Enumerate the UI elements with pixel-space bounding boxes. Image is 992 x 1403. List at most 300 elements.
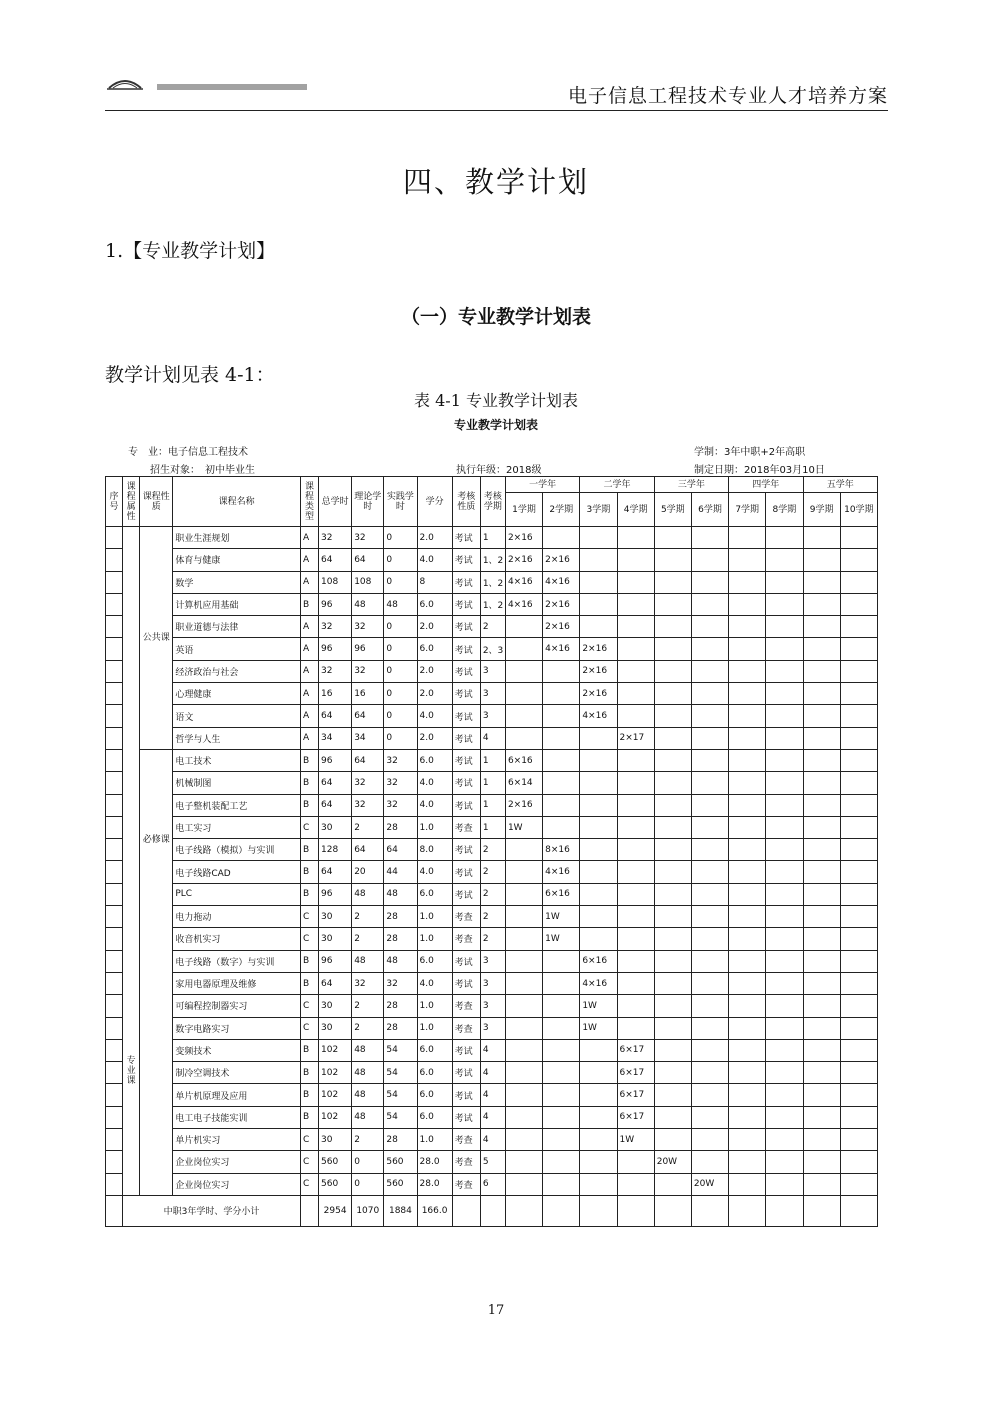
- cell-seq: [106, 950, 123, 972]
- cell-term-hours: [840, 816, 877, 838]
- cell-practice: 0: [384, 549, 417, 571]
- cell-type: A: [300, 705, 318, 727]
- cell-term-hours: [543, 995, 580, 1017]
- cell-term-hours: [691, 928, 728, 950]
- cell-term-hours: 6×17: [617, 1106, 654, 1128]
- teaching-plan-table: [105, 476, 878, 1227]
- cell-term-hours: [580, 727, 617, 749]
- cell-empty: [803, 1195, 840, 1226]
- cell-practice: 32: [384, 749, 417, 771]
- cell-term-hours: 4×16: [543, 861, 580, 883]
- cell-term: 1: [480, 816, 505, 838]
- col-attr: 课程属性: [123, 477, 140, 527]
- cell-type: A: [300, 549, 318, 571]
- cell-term-hours: 2×16: [543, 549, 580, 571]
- cell-term-hours: [803, 816, 840, 838]
- cell-theory: 108: [352, 571, 384, 593]
- cell-type: B: [300, 1106, 318, 1128]
- cell-term-hours: [654, 1084, 691, 1106]
- cell-term-hours: [766, 972, 803, 994]
- cell-term-hours: [543, 749, 580, 771]
- cell-course-name: 电子整机装配工艺: [173, 794, 301, 816]
- cell-term-hours: [729, 1151, 766, 1173]
- cell-term-hours: [691, 1129, 728, 1151]
- cell-term-hours: [766, 794, 803, 816]
- cell-term-hours: [691, 705, 728, 727]
- meta-date: 制定日期：2018年03月10日: [694, 465, 825, 476]
- cell-term-hours: [543, 972, 580, 994]
- cell-credit: 28.0: [417, 1151, 452, 1173]
- cell-theory: 64: [352, 705, 384, 727]
- cell-term-hours: [505, 950, 542, 972]
- table-row: [106, 683, 878, 705]
- cell-term-hours: [543, 1084, 580, 1106]
- cell-type: B: [300, 1039, 318, 1061]
- cell-practice: 28: [384, 906, 417, 928]
- cell-term-hours: [580, 928, 617, 950]
- cell-term-hours: [617, 906, 654, 928]
- cell-exam: 考试: [452, 683, 480, 705]
- cell-term-hours: [654, 571, 691, 593]
- cell-theory: 48: [352, 593, 384, 615]
- col-term: 1学期: [505, 493, 542, 527]
- cell-term: 2: [480, 861, 505, 883]
- cell-term-hours: [691, 593, 728, 615]
- cell-credit: 1.0: [417, 906, 452, 928]
- cell-term-hours: [505, 928, 542, 950]
- cell-course-name: 计算机应用基础: [173, 593, 301, 615]
- col-term: 10学期: [840, 493, 877, 527]
- cell-type: B: [300, 1084, 318, 1106]
- cell-term-hours: [505, 727, 542, 749]
- cell-term-hours: [840, 794, 877, 816]
- cell-term-hours: [580, 906, 617, 928]
- cell-seq: [106, 1106, 123, 1128]
- cell-type: B: [300, 972, 318, 994]
- cell-term-hours: [654, 950, 691, 972]
- section-heading: 1.【专业教学计划】: [105, 240, 276, 262]
- cell-course-name: 电工实习: [173, 816, 301, 838]
- cell-term-hours: [543, 683, 580, 705]
- cell-empty: [543, 1195, 580, 1226]
- doc-title: 电子信息工程技术专业人才培养方案: [567, 85, 888, 107]
- col-theory: 理论学时: [352, 477, 384, 527]
- group-nature-gonggong: 公共课: [140, 527, 173, 750]
- cell-term-hours: [617, 1151, 654, 1173]
- cell-credit: 2.0: [417, 660, 452, 682]
- cell-term-hours: 2×16: [580, 638, 617, 660]
- cell-term-hours: [803, 1017, 840, 1039]
- cell-term-hours: [729, 839, 766, 861]
- cell-term-hours: [617, 1017, 654, 1039]
- cell-theory: 2: [352, 1017, 384, 1039]
- cell-term-hours: [729, 995, 766, 1017]
- cell-credit: 2.0: [417, 616, 452, 638]
- cell-term-hours: [840, 928, 877, 950]
- cell-term-hours: [654, 995, 691, 1017]
- cell-term-hours: [505, 705, 542, 727]
- cell-type: C: [300, 1017, 318, 1039]
- cell-practice: 560: [384, 1151, 417, 1173]
- cell-term-hours: [803, 794, 840, 816]
- cell-exam: 考试: [452, 1084, 480, 1106]
- cell-term-hours: [691, 772, 728, 794]
- cell-term-hours: [840, 1173, 877, 1195]
- cell-term-hours: [691, 1017, 728, 1039]
- cell-term-hours: [580, 861, 617, 883]
- cell-exam: 考试: [452, 593, 480, 615]
- cell-term: 1: [480, 772, 505, 794]
- cell-total: 102: [319, 1106, 352, 1128]
- cell-term-hours: [766, 660, 803, 682]
- cell-term: 3: [480, 683, 505, 705]
- cell-term: 4: [480, 1062, 505, 1084]
- cell-term-hours: [766, 816, 803, 838]
- cell-theory: 64: [352, 839, 384, 861]
- cell-total: 30: [319, 1017, 352, 1039]
- col-seq: 序号: [106, 477, 123, 527]
- cell-term-hours: [580, 1084, 617, 1106]
- cell-term-hours: [617, 683, 654, 705]
- cell-term-hours: [543, 1151, 580, 1173]
- cell-term-hours: [617, 928, 654, 950]
- cell-seq: [106, 906, 123, 928]
- cell-credit: 4.0: [417, 972, 452, 994]
- cell-term-hours: [803, 1106, 840, 1128]
- cell-term-hours: [766, 928, 803, 950]
- meta-system: 学制：3年中职+2年高职: [694, 447, 806, 458]
- cell-theory: 16: [352, 683, 384, 705]
- cell-seq: [106, 1017, 123, 1039]
- cell-course-name: 企业岗位实习: [173, 1173, 301, 1195]
- cell-term-hours: 4×16: [543, 638, 580, 660]
- cell-exam: 考查: [452, 1129, 480, 1151]
- cell-term-hours: [766, 1084, 803, 1106]
- cell-type: B: [300, 950, 318, 972]
- cell-term-hours: [729, 527, 766, 549]
- col-term: 9学期: [803, 493, 840, 527]
- cell-term-hours: [766, 1062, 803, 1084]
- cell-exam: 考试: [452, 660, 480, 682]
- cell-term-hours: [654, 861, 691, 883]
- cell-term-hours: [766, 995, 803, 1017]
- meta-major: 专 业：电子信息工程技术: [128, 447, 248, 458]
- cell-term: 1: [480, 749, 505, 771]
- cell-term-hours: [729, 683, 766, 705]
- cell-term-hours: 6×16: [505, 749, 542, 771]
- page-title: 四、教学计划: [402, 165, 589, 199]
- cell-term-hours: [803, 1039, 840, 1061]
- table-row: [106, 571, 878, 593]
- cell-term-hours: [580, 616, 617, 638]
- cell-term-hours: [840, 749, 877, 771]
- cell-term-hours: [505, 1039, 542, 1061]
- table-row: [106, 995, 878, 1017]
- cell-theory: 2: [352, 906, 384, 928]
- cell-term-hours: [729, 1039, 766, 1061]
- cell-term-hours: [840, 549, 877, 571]
- cell-term-hours: [580, 1039, 617, 1061]
- cell-exam: 考查: [452, 906, 480, 928]
- cell-term-hours: [840, 1017, 877, 1039]
- cell-practice: 54: [384, 1039, 417, 1061]
- cell-term-hours: [505, 839, 542, 861]
- cell-term-hours: [840, 527, 877, 549]
- cell-term-hours: 4×16: [580, 972, 617, 994]
- cell-practice: 28: [384, 816, 417, 838]
- cell-course-name: 单片机原理及应用: [173, 1084, 301, 1106]
- table-row: [106, 1129, 878, 1151]
- cell-type: A: [300, 616, 318, 638]
- cell-term-hours: [691, 839, 728, 861]
- cell-empty: [505, 1195, 542, 1226]
- cell-type: B: [300, 883, 318, 905]
- cell-term-hours: [580, 1173, 617, 1195]
- cell-theory: 32: [352, 616, 384, 638]
- cell-seq: [106, 527, 123, 549]
- cell-term-hours: [580, 1151, 617, 1173]
- cell-seq: [106, 549, 123, 571]
- cell-term-hours: [654, 616, 691, 638]
- table-row: [106, 816, 878, 838]
- table-row: [106, 906, 878, 928]
- table-row: [106, 1039, 878, 1061]
- cell-practice: 28: [384, 1129, 417, 1151]
- cell-term-hours: [543, 950, 580, 972]
- cell-credit: 6.0: [417, 638, 452, 660]
- cell-term-hours: [766, 593, 803, 615]
- cell-term-hours: 4×16: [505, 593, 542, 615]
- cell-term-hours: [654, 928, 691, 950]
- cell-credit: 2.0: [417, 727, 452, 749]
- cell-term-hours: 1W: [580, 1017, 617, 1039]
- cell-term-hours: [543, 1062, 580, 1084]
- cell-exam: 考试: [452, 527, 480, 549]
- cell-term-hours: [505, 883, 542, 905]
- col-nature: 课程性质: [140, 477, 173, 527]
- cell-type: B: [300, 772, 318, 794]
- cell-exam: 考试: [452, 1062, 480, 1084]
- cell-term-hours: [691, 1084, 728, 1106]
- cell-term-hours: 2×16: [505, 794, 542, 816]
- cell-term-hours: 6×14: [505, 772, 542, 794]
- cell-term: 3: [480, 972, 505, 994]
- cell-total: 64: [319, 861, 352, 883]
- cell-term-hours: [729, 1017, 766, 1039]
- cell-term-hours: [654, 749, 691, 771]
- cell-term-hours: [580, 1129, 617, 1151]
- table-row: [106, 928, 878, 950]
- cell-seq: [106, 1173, 123, 1195]
- cell-term-hours: [729, 883, 766, 905]
- cell-term-hours: [766, 950, 803, 972]
- cell-type: B: [300, 861, 318, 883]
- cell-credit: 2.0: [417, 683, 452, 705]
- cell-seq: [106, 727, 123, 749]
- cell-term-hours: [840, 727, 877, 749]
- cell-term-hours: [803, 861, 840, 883]
- cell-term-hours: [617, 794, 654, 816]
- cell-term-hours: [691, 683, 728, 705]
- cell-term-hours: [729, 727, 766, 749]
- cell-course-name: 数字电路实习: [173, 1017, 301, 1039]
- col-type: 课程类型: [300, 477, 318, 527]
- cell-course-name: 收音机实习: [173, 928, 301, 950]
- cell-credit: 6.0: [417, 1084, 452, 1106]
- cell-type: C: [300, 816, 318, 838]
- cell-credit: 6.0: [417, 1106, 452, 1128]
- cell-practice: 560: [384, 1173, 417, 1195]
- summary-total: 2954: [319, 1195, 352, 1226]
- cell-total: 32: [319, 616, 352, 638]
- cell-seq: [106, 861, 123, 883]
- cell-term-hours: [803, 571, 840, 593]
- cell-seq: [106, 1151, 123, 1173]
- cell-total: 64: [319, 705, 352, 727]
- cell-term-hours: [729, 1173, 766, 1195]
- cell-term-hours: [617, 839, 654, 861]
- table-caption: 表 4-1 专业教学计划表: [414, 391, 578, 410]
- summary-practice: 1884: [384, 1195, 417, 1226]
- cell-term-hours: [543, 527, 580, 549]
- cell-credit: 4.0: [417, 549, 452, 571]
- cell-type: B: [300, 839, 318, 861]
- col-term: 5学期: [654, 493, 691, 527]
- cell-term-hours: [691, 527, 728, 549]
- cell-term-hours: [691, 1039, 728, 1061]
- cell-exam: 考试: [452, 1106, 480, 1128]
- cell-theory: 32: [352, 794, 384, 816]
- cell-term-hours: [729, 928, 766, 950]
- cell-seq: [106, 616, 123, 638]
- cell-term-hours: [840, 839, 877, 861]
- col-year: 二学年: [580, 477, 654, 493]
- cell-course-name: 体育与健康: [173, 549, 301, 571]
- cell-term-hours: 1W: [505, 816, 542, 838]
- cell-credit: 1.0: [417, 1017, 452, 1039]
- cell-term-hours: [803, 1129, 840, 1151]
- cell-term-hours: 2×16: [543, 616, 580, 638]
- table-row: [106, 950, 878, 972]
- cell-seq: [106, 995, 123, 1017]
- cell-term-hours: [617, 527, 654, 549]
- cell-term-hours: [654, 1173, 691, 1195]
- cell-term-hours: [654, 906, 691, 928]
- cell-term: 5: [480, 1151, 505, 1173]
- cell-term-hours: [580, 839, 617, 861]
- cell-term-hours: [803, 616, 840, 638]
- cell-term-hours: 2×16: [505, 527, 542, 549]
- cell-term-hours: [654, 660, 691, 682]
- cell-course-name: 职业道德与法律: [173, 616, 301, 638]
- cell-term-hours: 4×16: [505, 571, 542, 593]
- cell-term-hours: [580, 571, 617, 593]
- col-term: 8学期: [766, 493, 803, 527]
- cell-term-hours: [840, 1129, 877, 1151]
- cell-term-hours: [505, 1106, 542, 1128]
- col-name: 课程名称: [173, 477, 301, 527]
- cell-term-hours: [729, 1129, 766, 1151]
- table-row: [106, 593, 878, 615]
- cell-theory: 64: [352, 549, 384, 571]
- cell-term-hours: [803, 950, 840, 972]
- cell-term: 3: [480, 950, 505, 972]
- cell-term-hours: [840, 593, 877, 615]
- cell-term-hours: [691, 616, 728, 638]
- cell-term-hours: [803, 1173, 840, 1195]
- cell-type: A: [300, 683, 318, 705]
- cell-term-hours: [803, 1151, 840, 1173]
- cell-course-name: 数学: [173, 571, 301, 593]
- cell-term-hours: [654, 816, 691, 838]
- cell-term-hours: [654, 727, 691, 749]
- cell-term: 2、3: [480, 638, 505, 660]
- cell-theory: 64: [352, 749, 384, 771]
- cell-theory: 32: [352, 660, 384, 682]
- cell-term-hours: [766, 1151, 803, 1173]
- cell-term: 1: [480, 794, 505, 816]
- cell-theory: 2: [352, 928, 384, 950]
- cell-term-hours: [580, 794, 617, 816]
- cell-term-hours: [691, 549, 728, 571]
- cell-term-hours: 1W: [543, 928, 580, 950]
- cell-course-name: 电子线路（数字）与实训: [173, 950, 301, 972]
- cell-seq: [106, 749, 123, 771]
- cell-practice: 0: [384, 638, 417, 660]
- cell-empty: [654, 1195, 691, 1226]
- cell-total: 30: [319, 816, 352, 838]
- cell-term-hours: [654, 1062, 691, 1084]
- cell-seq: [106, 928, 123, 950]
- cell-term-hours: 2×16: [580, 683, 617, 705]
- cell-term-hours: [505, 660, 542, 682]
- cell-term-hours: [729, 772, 766, 794]
- cell-term-hours: [691, 1062, 728, 1084]
- cell-term-hours: [766, 1106, 803, 1128]
- cell-practice: 32: [384, 772, 417, 794]
- cell-term-hours: 8×16: [543, 839, 580, 861]
- cell-total: 64: [319, 972, 352, 994]
- cell-term-hours: [543, 1129, 580, 1151]
- table-reference: 教学计划见表 4-1：: [105, 364, 275, 386]
- cell-theory: 2: [352, 1129, 384, 1151]
- cell-term: 1、2: [480, 549, 505, 571]
- cell-practice: 0: [384, 571, 417, 593]
- cell-term-hours: [766, 727, 803, 749]
- cell-term-hours: [840, 1084, 877, 1106]
- col-term: 2学期: [543, 493, 580, 527]
- cell-term: 4: [480, 1039, 505, 1061]
- cell-term-hours: [766, 861, 803, 883]
- cell-seq: [106, 683, 123, 705]
- cell-exam: 考试: [452, 705, 480, 727]
- cell-credit: 6.0: [417, 1062, 452, 1084]
- cell-term-hours: [729, 571, 766, 593]
- cell-credit: 28.0: [417, 1173, 452, 1195]
- cell-term-hours: [580, 749, 617, 771]
- cell-type: C: [300, 1173, 318, 1195]
- cell-term-hours: [766, 772, 803, 794]
- table-row: [106, 549, 878, 571]
- cell-term-hours: [654, 972, 691, 994]
- table-row: [106, 972, 878, 994]
- cell-term-hours: 2×16: [505, 549, 542, 571]
- cell-term-hours: [803, 1062, 840, 1084]
- cell-term-hours: [691, 660, 728, 682]
- cell-term-hours: [691, 749, 728, 771]
- cell-empty: [691, 1195, 728, 1226]
- cell-term-hours: 20W: [654, 1151, 691, 1173]
